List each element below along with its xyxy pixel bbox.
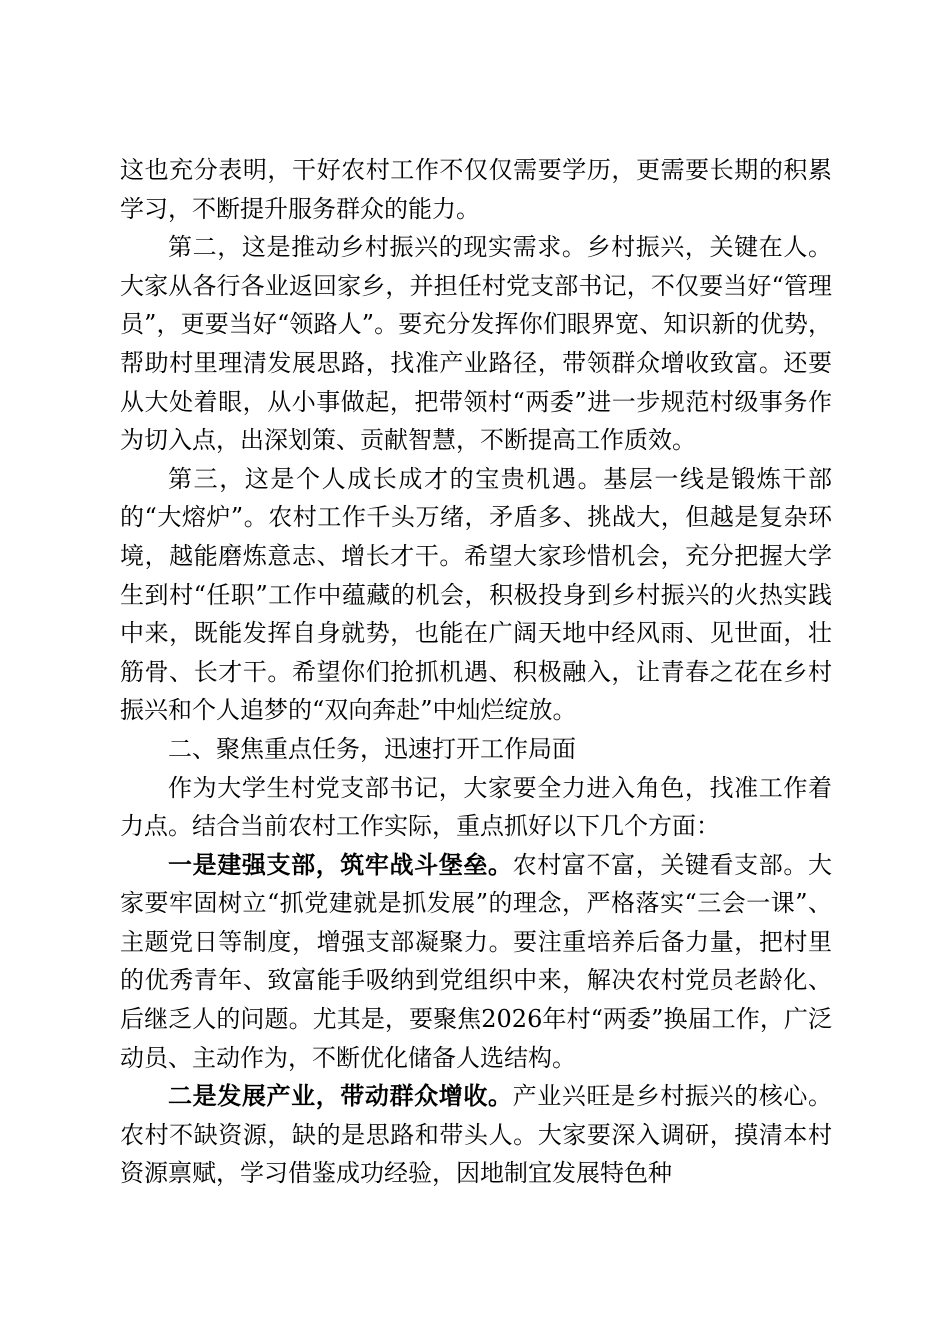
paragraph-section-intro: 作为大学生村党支部书记，大家要全力进入角色，找准工作着力点。结合当前农村工作实际，重点抓好以下几个方面：: [120, 773, 832, 841]
document-body: [120, 151, 832, 1193]
section-heading-2: 二、聚焦重点任务，迅速打开工作局面: [168, 734, 576, 763]
paragraph-point-1: [120, 846, 832, 1078]
paragraph-third-point: 第三，这是个人成长成才的宝贵机遇。基层一线是锻炼干部的“大熔炉”。农村工作千头万绪，矛盾多、挑战大，但越是复杂环境，越能磨炼意志、增长才干。希望大家珍惜机会，充分把握大学生到村“任职”工作中蕴藏的机会，积极投身到乡村振兴的火热实践中来，既能发挥自身就势，也能在广阔天地中经风雨、见世面，壮筋骨、长才干。希望你们抢抓机遇、积极融入，让青春之花在乡村振兴和个人追梦的“双向奔赴”中灿烂绽放。: [120, 464, 832, 725]
point-2-lead: 二是发展产业，带动群众增收。: [168, 1081, 513, 1111]
point-1-body: 农村富不富，关键看支部。大家要牢固树立“抓党建就是抓发展”的理念，严格落实“三会一课”、主题党日等制度，增强支部凝聚力。要注重培养后备力量，把村里的优秀青年、致富能手吸纳到党组织中来，解决农村党员老龄化、后继乏人的问题。尤其是，要聚焦2026年村“两委”换届工作，广泛动员、主动作为，不断优化储备人选结构。: [120, 850, 833, 1072]
point-2-body: 产业兴旺是乡村振兴的核心。农村不缺资源，缺的是思路和带头人。大家要深入调研，摸清本村资源禀赋，学习借鉴成功经验，因地制宜发展特色种: [120, 1082, 833, 1188]
point-1-lead: 一是建强支部，筑牢战斗堡垒。: [168, 849, 513, 879]
paragraph-second-point: 第二，这是推动乡村振兴的现实需求。乡村振兴，关键在人。大家从各行各业返回家乡，并担任村党支部书记，不仅要当好“管理员”，更要当好“领路人”。要充分发挥你们眼界宽、知识新的优势，帮助村里理清发展思路，找准产业路径，带领群众增收致富。还要从大处着眼，从小事做起，把带领村“两委”进一步规范村级事务作为切入点，出深划策、贡献智慧，不断提高工作质效。: [120, 233, 832, 455]
paragraph-continuation: 这也充分表明，干好农村工作不仅仅需要学历，更需要长期的积累学习，不断提升服务群众的能力。: [120, 156, 832, 223]
paragraph-point-2: [120, 1077, 832, 1193]
